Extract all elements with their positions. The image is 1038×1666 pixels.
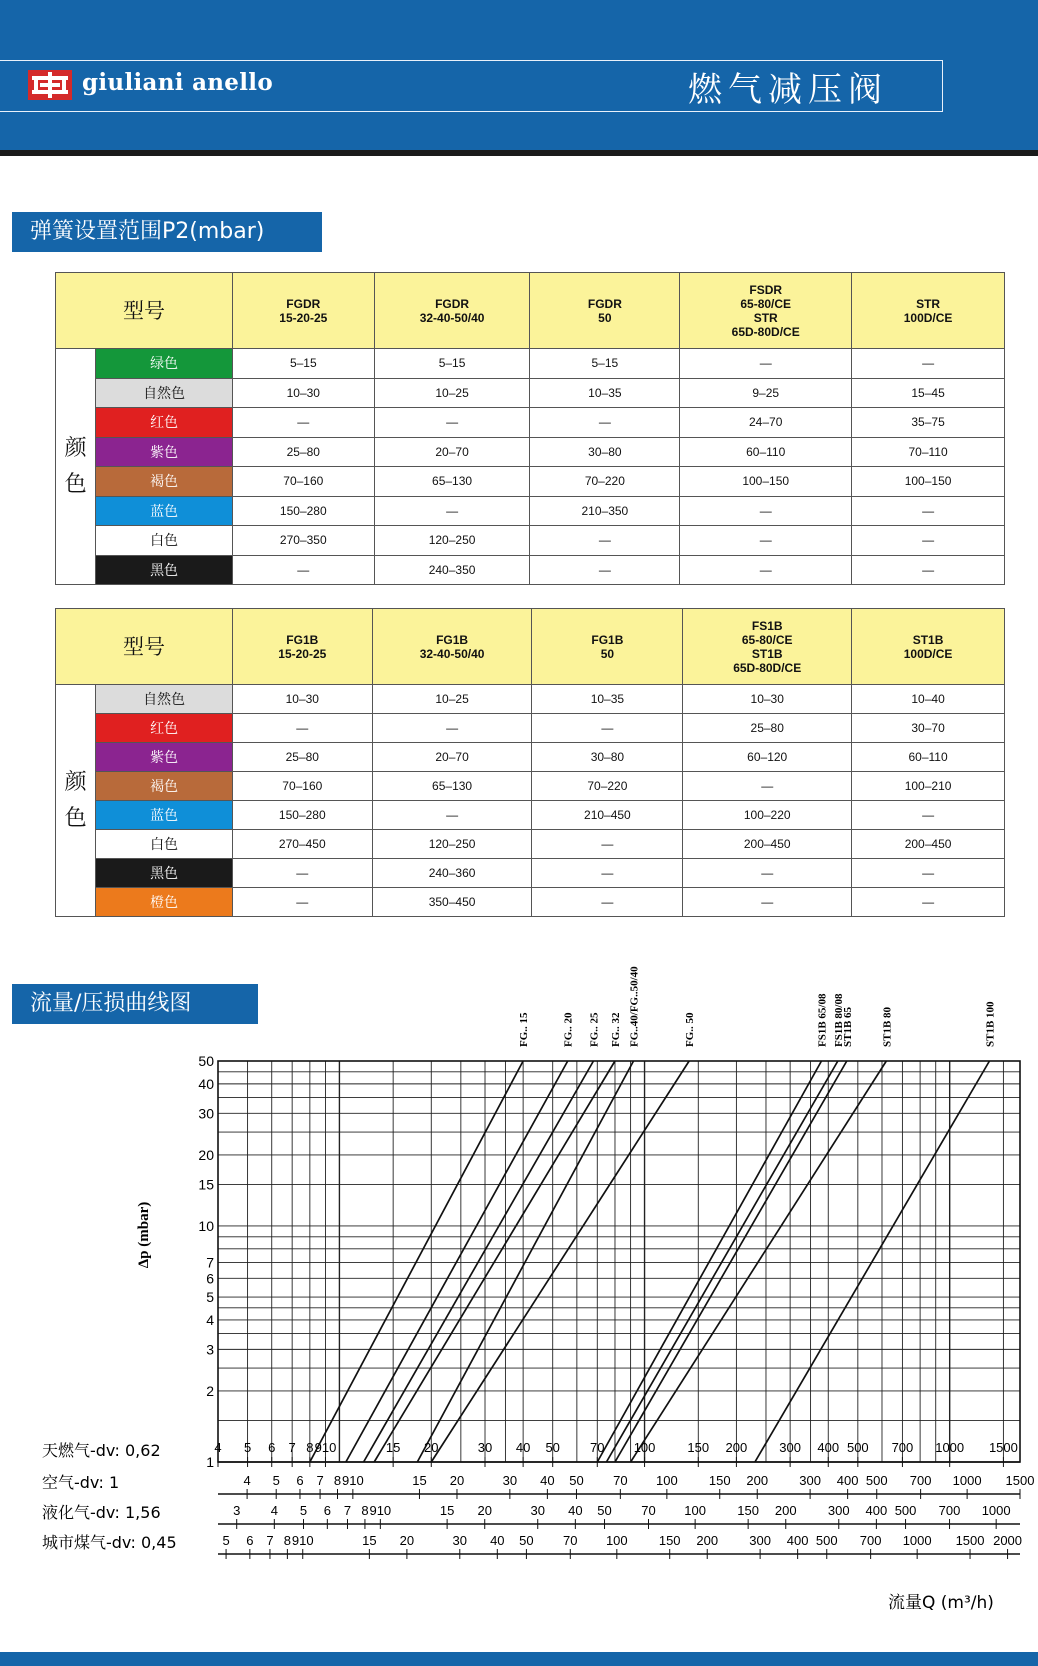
x-tick-label: 50 [569, 1473, 584, 1488]
color-swatch: 蓝色 [96, 801, 233, 830]
range-cell: 10–25 [372, 685, 532, 714]
range-cell: 25–80 [232, 437, 374, 467]
x-tick-label: 700 [891, 1440, 914, 1455]
x-tick-label: 400 [836, 1473, 859, 1488]
range-cell: 70–110 [852, 437, 1005, 467]
series-label: FG.. 15 [518, 1012, 531, 1047]
x-tick-label: 70 [590, 1440, 605, 1455]
table-row [56, 378, 1005, 408]
series-label: FG.. 25 [588, 1012, 601, 1047]
range-cell: — [232, 888, 372, 917]
column-header-line: FG1B [436, 632, 469, 647]
x-tick-label: 6 [296, 1473, 304, 1488]
y-tick-label: 4 [206, 1311, 214, 1328]
color-swatch: 紫色 [96, 437, 233, 467]
column-header-line: 65-80/CE [740, 296, 792, 311]
range-cell: 30–70 [852, 714, 1005, 743]
x-tick-label: 5 [272, 1473, 280, 1488]
y-tick-label: 6 [206, 1270, 214, 1287]
table-row [56, 408, 1005, 438]
color-swatch: 白色 [96, 526, 233, 556]
column-header-line: STR [916, 296, 941, 311]
series-label: FS1B 80/08 [832, 993, 845, 1047]
column-header-line: 65-80/CE [741, 632, 793, 647]
x-tick-label: 5 [299, 1503, 308, 1518]
column-header [532, 609, 683, 685]
x-tick-label: 20 [477, 1503, 492, 1518]
table-row [56, 743, 1005, 772]
table-row [56, 685, 1005, 714]
column-header-line: 32-40-50/40 [419, 646, 485, 661]
column-header [232, 609, 372, 685]
range-cell: 24–70 [680, 408, 852, 438]
series-label: ST1B 100 [984, 1001, 997, 1047]
model-label: 型号 [56, 273, 233, 349]
y-tick-label: 2 [206, 1382, 214, 1399]
column-header-line: FGDR [587, 296, 622, 311]
x-tick-label: 30 [530, 1503, 545, 1518]
range-cell: — [372, 801, 532, 830]
x-tick-label: 8 [306, 1440, 314, 1455]
color-group-char: 色 [64, 471, 87, 497]
footer-band [0, 1652, 1038, 1666]
x-tick-label: 50 [545, 1440, 560, 1455]
x-tick-label: 50 [597, 1503, 612, 1518]
x-tick-label: 7 [343, 1503, 352, 1518]
gas-density-label: 城市煤气-dv: 0,45 [42, 1533, 177, 1552]
range-cell: 10–35 [530, 378, 680, 408]
x-tick-label: 20 [449, 1473, 465, 1488]
range-cell: 150–280 [232, 801, 372, 830]
spring-range-table-2 [55, 608, 1005, 917]
range-cell: 210–450 [532, 801, 683, 830]
x-tick-label: 7 [266, 1533, 274, 1548]
x-axis-label: 流量Q (m³/h) [888, 1593, 994, 1613]
x-tick-label: 1500 [1005, 1473, 1035, 1488]
range-cell: 5–15 [374, 349, 530, 379]
range-cell: — [852, 496, 1005, 526]
x-tick-label: 7 [316, 1473, 324, 1488]
column-header [683, 609, 852, 685]
range-cell: 120–250 [372, 830, 532, 859]
column-header-line: 50 [600, 646, 615, 661]
giuliani-anello-logo-icon [28, 70, 72, 100]
range-cell: — [852, 526, 1005, 556]
column-header-line: FS1B [751, 618, 783, 633]
range-cell: 10–25 [374, 378, 530, 408]
range-cell: — [852, 555, 1005, 585]
spring-range-table-1 [55, 272, 1005, 585]
color-swatch: 褐色 [96, 772, 233, 801]
y-tick-label: 1 [206, 1454, 214, 1470]
range-cell: 10–30 [683, 685, 852, 714]
color-swatch: 紫色 [96, 743, 233, 772]
x-tick-label: 910 [291, 1533, 314, 1548]
range-cell: 150–280 [232, 496, 374, 526]
table-row [56, 714, 1005, 743]
color-swatch: 绿色 [96, 349, 233, 379]
range-cell: 65–130 [372, 772, 532, 801]
color-swatch: 蓝色 [96, 496, 233, 526]
x-tick-label: 8 [361, 1503, 369, 1518]
range-cell: — [232, 555, 374, 585]
color-group-char: 颜 [64, 769, 87, 795]
column-header-line: FG1B [591, 632, 624, 647]
series-label: FG.. 20 [562, 1012, 575, 1047]
x-tick-label: 1500 [988, 1440, 1018, 1455]
table-row [56, 437, 1005, 467]
y-tick-label: 5 [206, 1289, 214, 1306]
range-cell: 120–250 [374, 526, 530, 556]
x-tick-label: 910 [341, 1473, 364, 1488]
column-header-line: 32-40-50/40 [419, 310, 485, 325]
x-tick-label: 1000 [981, 1503, 1011, 1518]
table-row [56, 467, 1005, 497]
table-row [56, 349, 1005, 379]
column-header-line: 15-20-25 [278, 646, 327, 661]
range-cell: 10–30 [232, 685, 372, 714]
range-cell: 65–130 [374, 467, 530, 497]
range-cell: 100–150 [852, 467, 1005, 497]
color-swatch: 红色 [96, 408, 233, 438]
table-row [56, 859, 1005, 888]
x-tick-label: 700 [938, 1503, 961, 1518]
x-tick-label: 700 [859, 1533, 882, 1548]
range-cell: — [232, 408, 374, 438]
color-swatch: 自然色 [96, 685, 233, 714]
plot-frame [218, 1061, 1020, 1462]
range-cell: — [680, 349, 852, 379]
x-tick-label: 100 [684, 1503, 706, 1518]
range-cell: 60–110 [852, 743, 1005, 772]
x-tick-label: 4 [214, 1440, 222, 1455]
range-cell: — [680, 526, 852, 556]
range-cell: 70–160 [232, 772, 372, 801]
column-header-line: ST1B [751, 646, 783, 661]
x-tick-label: 5 [243, 1440, 252, 1455]
range-cell: — [680, 555, 852, 585]
y-tick-label: 10 [198, 1217, 214, 1234]
x-tick-label: 30 [452, 1533, 468, 1548]
column-header [852, 273, 1005, 349]
x-tick-label: 150 [708, 1473, 731, 1488]
x-tick-label: 3 [233, 1503, 241, 1518]
x-tick-label: 5 [222, 1533, 230, 1548]
x-tick-label: 300 [827, 1503, 850, 1518]
range-cell: — [374, 408, 530, 438]
x-tick-label: 150 [737, 1503, 759, 1518]
x-tick-label: 8 [333, 1473, 342, 1488]
range-cell: 100–150 [680, 467, 852, 497]
x-tick-label: 1000 [935, 1440, 965, 1455]
range-cell: — [680, 496, 852, 526]
series-label: FG..40/FG..50/40 [628, 966, 641, 1047]
series-line [310, 1061, 523, 1462]
x-tick-label: 15 [362, 1533, 377, 1548]
table-row [56, 830, 1005, 859]
series-line [417, 1061, 633, 1462]
x-tick-label: 1000 [902, 1533, 932, 1548]
range-cell: 20–70 [372, 743, 532, 772]
range-cell: 5–15 [232, 349, 374, 379]
series-line [364, 1061, 594, 1462]
range-cell: — [374, 496, 530, 526]
x-tick-label: 150 [658, 1533, 681, 1548]
column-header-line: FGDR [435, 296, 470, 311]
x-tick-label: 200 [746, 1473, 769, 1488]
column-header-line: FGDR [286, 296, 321, 311]
column-header-line: 65D-80D/CE [733, 660, 802, 675]
x-tick-label: 70 [563, 1533, 578, 1548]
column-header [372, 609, 532, 685]
column-header [680, 273, 852, 349]
series-line [631, 1061, 887, 1462]
x-tick-label: 4 [270, 1503, 278, 1518]
range-cell: 350–450 [372, 888, 532, 917]
gas-density-label: 液化气-dv: 1,56 [42, 1503, 161, 1522]
flow-pressure-chart [0, 940, 1038, 1620]
series-line [346, 1061, 568, 1462]
range-cell: — [530, 408, 680, 438]
range-cell: 9–25 [680, 378, 852, 408]
x-tick-label: 500 [865, 1473, 888, 1488]
brand-name[interactable]: giuliani anello [82, 69, 273, 96]
color-group-char: 色 [64, 805, 87, 831]
x-tick-label: 100 [633, 1440, 656, 1455]
range-cell: 10–40 [852, 685, 1005, 714]
column-header [374, 273, 530, 349]
x-tick-label: 4 [243, 1473, 251, 1488]
color-swatch: 红色 [96, 714, 233, 743]
table-row [56, 888, 1005, 917]
column-header-line: 100D/CE [903, 646, 953, 661]
color-group-char: 颜 [64, 435, 87, 461]
range-cell: 10–30 [232, 378, 374, 408]
x-tick-label: 500 [815, 1533, 838, 1548]
x-tick-label: 15 [412, 1473, 427, 1488]
x-tick-label: 8 [283, 1533, 291, 1548]
range-cell: — [852, 888, 1005, 917]
range-cell: 210–350 [530, 496, 680, 526]
range-cell: 35–75 [852, 408, 1005, 438]
x-tick-label: 300 [779, 1440, 801, 1455]
series-line [374, 1061, 615, 1462]
series-label: FG.. 50 [684, 1012, 697, 1047]
x-tick-label: 30 [477, 1440, 493, 1455]
range-cell: 25–80 [683, 714, 852, 743]
x-tick-label: 6 [323, 1503, 331, 1518]
x-tick-label: 40 [515, 1440, 531, 1455]
color-group-label [56, 349, 96, 585]
column-header-line: ST1B [912, 632, 944, 647]
x-tick-label: 20 [399, 1533, 415, 1548]
gas-density-label: 天燃气-dv: 0,62 [42, 1441, 161, 1460]
x-tick-label: 2000 [993, 1533, 1023, 1548]
color-swatch: 褐色 [96, 467, 233, 497]
range-cell: — [852, 859, 1005, 888]
range-cell: 30–80 [530, 437, 680, 467]
x-tick-label: 400 [865, 1503, 888, 1518]
range-cell: — [232, 859, 372, 888]
range-cell: 25–80 [232, 743, 372, 772]
section-title-flow-curve: 流量/压损曲线图 [12, 984, 258, 1024]
model-label: 型号 [56, 609, 233, 685]
gas-density-label: 空气-dv: 1 [42, 1473, 120, 1492]
y-axis-label: Δp (mbar) [136, 1201, 152, 1269]
x-tick-label: 15 [385, 1440, 401, 1455]
page-title: 燃气减压阀 [688, 70, 888, 110]
y-tick-label: 40 [198, 1075, 214, 1092]
header-divider [0, 150, 1038, 156]
series-label: ST1B 65 [841, 1006, 854, 1047]
table-row [56, 496, 1005, 526]
color-swatch: 黑色 [96, 859, 233, 888]
range-cell: 200–450 [852, 830, 1005, 859]
x-tick-label: 500 [846, 1440, 869, 1455]
x-tick-label: 1000 [952, 1473, 982, 1488]
x-tick-label: 700 [909, 1473, 932, 1488]
x-tick-label: 20 [424, 1440, 439, 1455]
x-tick-label: 300 [799, 1473, 821, 1488]
table-row [56, 526, 1005, 556]
column-header-line: 50 [598, 310, 612, 325]
range-cell: 70–220 [530, 467, 680, 497]
range-cell: 100–210 [852, 772, 1005, 801]
column-header-line: 15-20-25 [279, 310, 328, 325]
range-cell: 200–450 [683, 830, 852, 859]
range-cell: — [532, 859, 683, 888]
table-row [56, 555, 1005, 585]
x-tick-label: 40 [490, 1533, 505, 1548]
x-tick-label: 70 [641, 1503, 656, 1518]
x-tick-label: 50 [519, 1533, 534, 1548]
y-tick-label: 15 [198, 1176, 214, 1193]
x-tick-label: 40 [568, 1503, 583, 1518]
column-header [530, 273, 680, 349]
range-cell: 100–220 [683, 801, 852, 830]
column-header-line: 65D-80D/CE [731, 324, 800, 339]
x-tick-label: 6 [246, 1533, 254, 1548]
y-tick-label: 50 [198, 1053, 214, 1069]
range-cell: 270–450 [232, 830, 372, 859]
range-cell: — [683, 859, 852, 888]
x-tick-label: 200 [774, 1503, 797, 1518]
x-tick-label: 400 [817, 1440, 840, 1455]
color-swatch: 黑色 [96, 555, 233, 585]
series-label: ST1B 80 [881, 1006, 894, 1047]
y-tick-label: 30 [198, 1105, 214, 1122]
range-cell: 5–15 [530, 349, 680, 379]
x-tick-label: 910 [314, 1440, 337, 1455]
column-header [852, 609, 1005, 685]
range-cell: — [852, 801, 1005, 830]
x-tick-label: 910 [369, 1503, 392, 1518]
range-cell: 70–220 [532, 772, 683, 801]
x-tick-label: 7 [288, 1440, 296, 1455]
column-header-line: 100D/CE [903, 310, 953, 325]
table-row [56, 801, 1005, 830]
series-label: FG.. 32 [609, 1012, 622, 1047]
color-group-label [56, 685, 96, 917]
y-tick-label: 3 [206, 1341, 214, 1358]
range-cell: — [532, 888, 683, 917]
range-cell: — [852, 349, 1005, 379]
range-cell: — [232, 714, 372, 743]
x-tick-label: 200 [725, 1440, 748, 1455]
section-title-spring-range: 弹簧设置范围P2(mbar) [12, 212, 322, 252]
column-header-line: FG1B [286, 632, 319, 647]
series-line [606, 1061, 840, 1462]
x-tick-label: 30 [502, 1473, 518, 1488]
x-tick-label: 500 [894, 1503, 917, 1518]
x-tick-label: 400 [786, 1533, 809, 1548]
range-cell: 240–350 [374, 555, 530, 585]
range-cell: — [683, 888, 852, 917]
x-tick-label: 15 [439, 1503, 455, 1518]
y-tick-label: 7 [206, 1254, 214, 1271]
x-tick-label: 200 [696, 1533, 719, 1548]
range-cell: 20–70 [374, 437, 530, 467]
range-cell: 30–80 [532, 743, 683, 772]
color-swatch: 自然色 [96, 378, 233, 408]
x-tick-label: 150 [687, 1440, 710, 1455]
series-label: FS1B 65/08 [816, 993, 829, 1047]
column-header-line: STR [753, 310, 778, 325]
x-tick-label: 300 [749, 1533, 771, 1548]
range-cell: — [683, 772, 852, 801]
range-cell: 60–120 [683, 743, 852, 772]
column-header [232, 273, 374, 349]
x-tick-label: 70 [613, 1473, 628, 1488]
range-cell: — [532, 714, 683, 743]
x-tick-label: 1500 [955, 1533, 985, 1548]
column-header-line: FSDR [749, 282, 783, 297]
color-swatch: 白色 [96, 830, 233, 859]
range-cell: — [532, 830, 683, 859]
range-cell: — [530, 555, 680, 585]
range-cell: 70–160 [232, 467, 374, 497]
range-cell: — [530, 526, 680, 556]
color-swatch: 橙色 [96, 888, 233, 917]
range-cell: 240–360 [372, 859, 532, 888]
range-cell: — [372, 714, 532, 743]
table-row [56, 772, 1005, 801]
range-cell: 60–110 [680, 437, 852, 467]
x-tick-label: 100 [656, 1473, 678, 1488]
x-tick-label: 6 [268, 1440, 276, 1455]
range-cell: 10–35 [532, 685, 683, 714]
x-tick-label: 100 [605, 1533, 628, 1548]
y-tick-label: 20 [198, 1146, 214, 1163]
range-cell: 270–350 [232, 526, 374, 556]
range-cell: 15–45 [852, 378, 1005, 408]
x-tick-label: 40 [540, 1473, 555, 1488]
